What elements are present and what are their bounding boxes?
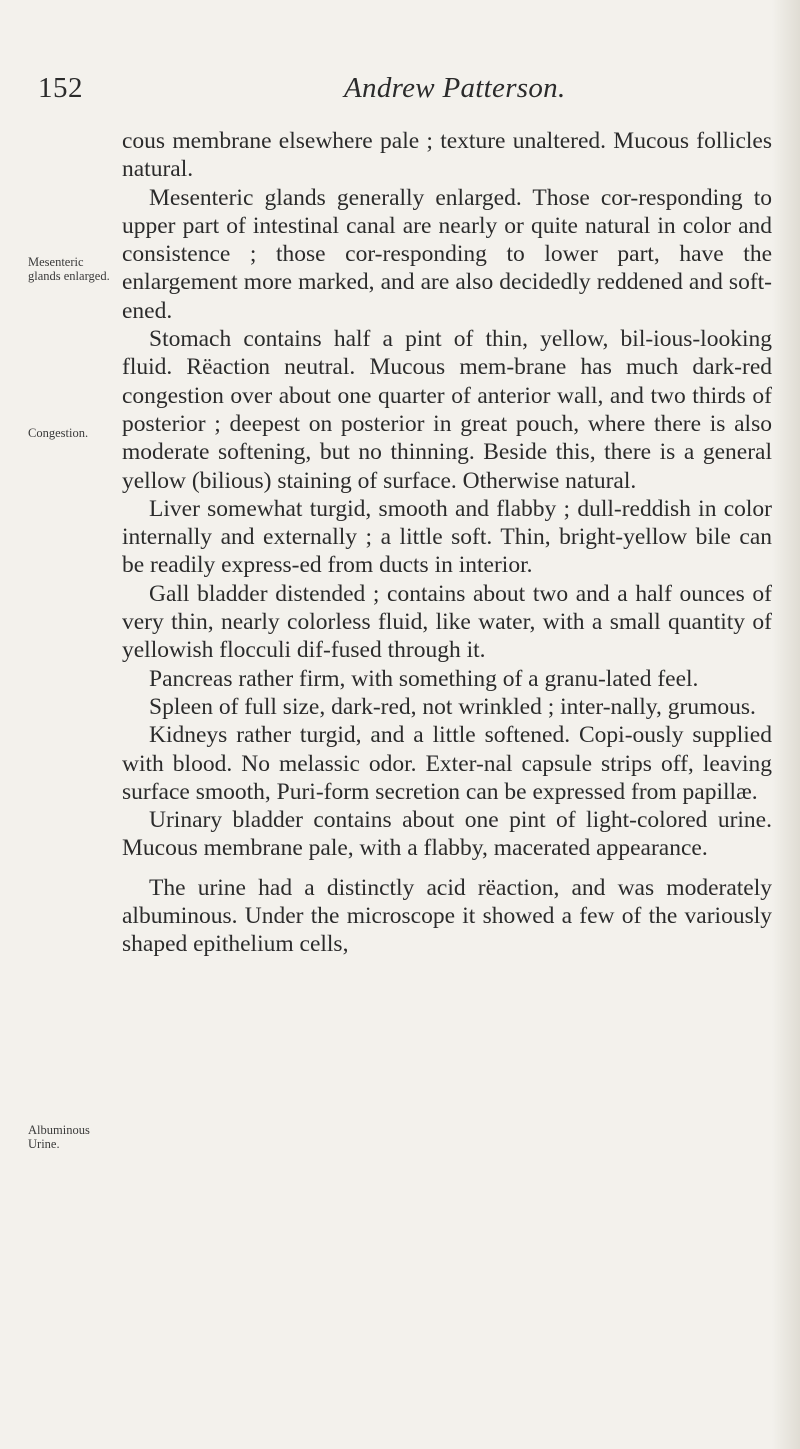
paragraph-gall-bladder: Gall bladder distended ; contains about two and a half ounces of very thin, nearly colorless fluid, like water, with a small quantity of yellowish flocculi dif-fused through it. — [122, 580, 772, 664]
paragraph-mucous: cous membrane elsewhere pale ; texture unaltered. Mucous follicles natural. — [122, 128, 772, 183]
paragraph-spleen: Spleen of full size, dark-red, not wrinkled ; inter-nally, grumous. — [149, 693, 756, 720]
paragraph-stomach: Stomach contains half a pint of thin, yellow, bil-ious-looking fluid. Rëaction neutral. Mucous mem-brane has much dark-red congestion over about one quarter of anterior wall, and two thirds of posterior ; deepest on posterior in great pouch, where there is also moderate softening, but no thinning. Beside this, there is a general yellow (bilious) staining of surface. Otherwise natural. — [122, 326, 772, 494]
page-edge-shadow — [772, 0, 800, 1449]
running-title: Andrew Patterson. — [344, 72, 566, 104]
body-text — [122, 127, 772, 959]
margin-note-congestion: Congestion. — [28, 426, 89, 440]
page-header — [38, 72, 770, 112]
margin-note-mesenteric: Mesenteric glands enlarged. — [28, 255, 110, 283]
paragraph-kidneys: Kidneys rather turgid, and a little softened. Copi-ously supplied with blood. No melassic odor. Exter-nal capsule strips off, leaving surface smooth, Puri-form secretion can be expressed from papillæ. — [122, 722, 772, 805]
page-number: 152 — [38, 72, 83, 104]
paragraph-mesenteric: Mesenteric glands generally enlarged. Those cor-responding to upper part of intestinal canal are nearly or quite natural in color and consistence ; those cor-responding to lower part, have the enlargement more marked, and are also decidedly reddened and soft-ened. — [122, 184, 772, 324]
paragraph-urine: The urine had a distinctly acid rëaction, and was moderately albuminous. Under the microscope it showed a few of the variously shaped epithelium cells, — [122, 874, 772, 958]
paragraph-urinary-bladder: Urinary bladder contains about one pint of light-colored urine. Mucous membrane pale, with a flabby, macerated appearance. — [122, 807, 772, 862]
paragraph-pancreas: Pancreas rather firm, with something of a granu-lated feel. — [149, 665, 699, 692]
margin-note-albuminous: Albuminous Urine. — [28, 1123, 90, 1151]
paragraph-liver: Liver somewhat turgid, smooth and flabby ; dull-reddish in color internally and externally ; a little soft. Thin, bright-yellow bile can be readily express-ed from ducts in interior. — [122, 495, 772, 579]
